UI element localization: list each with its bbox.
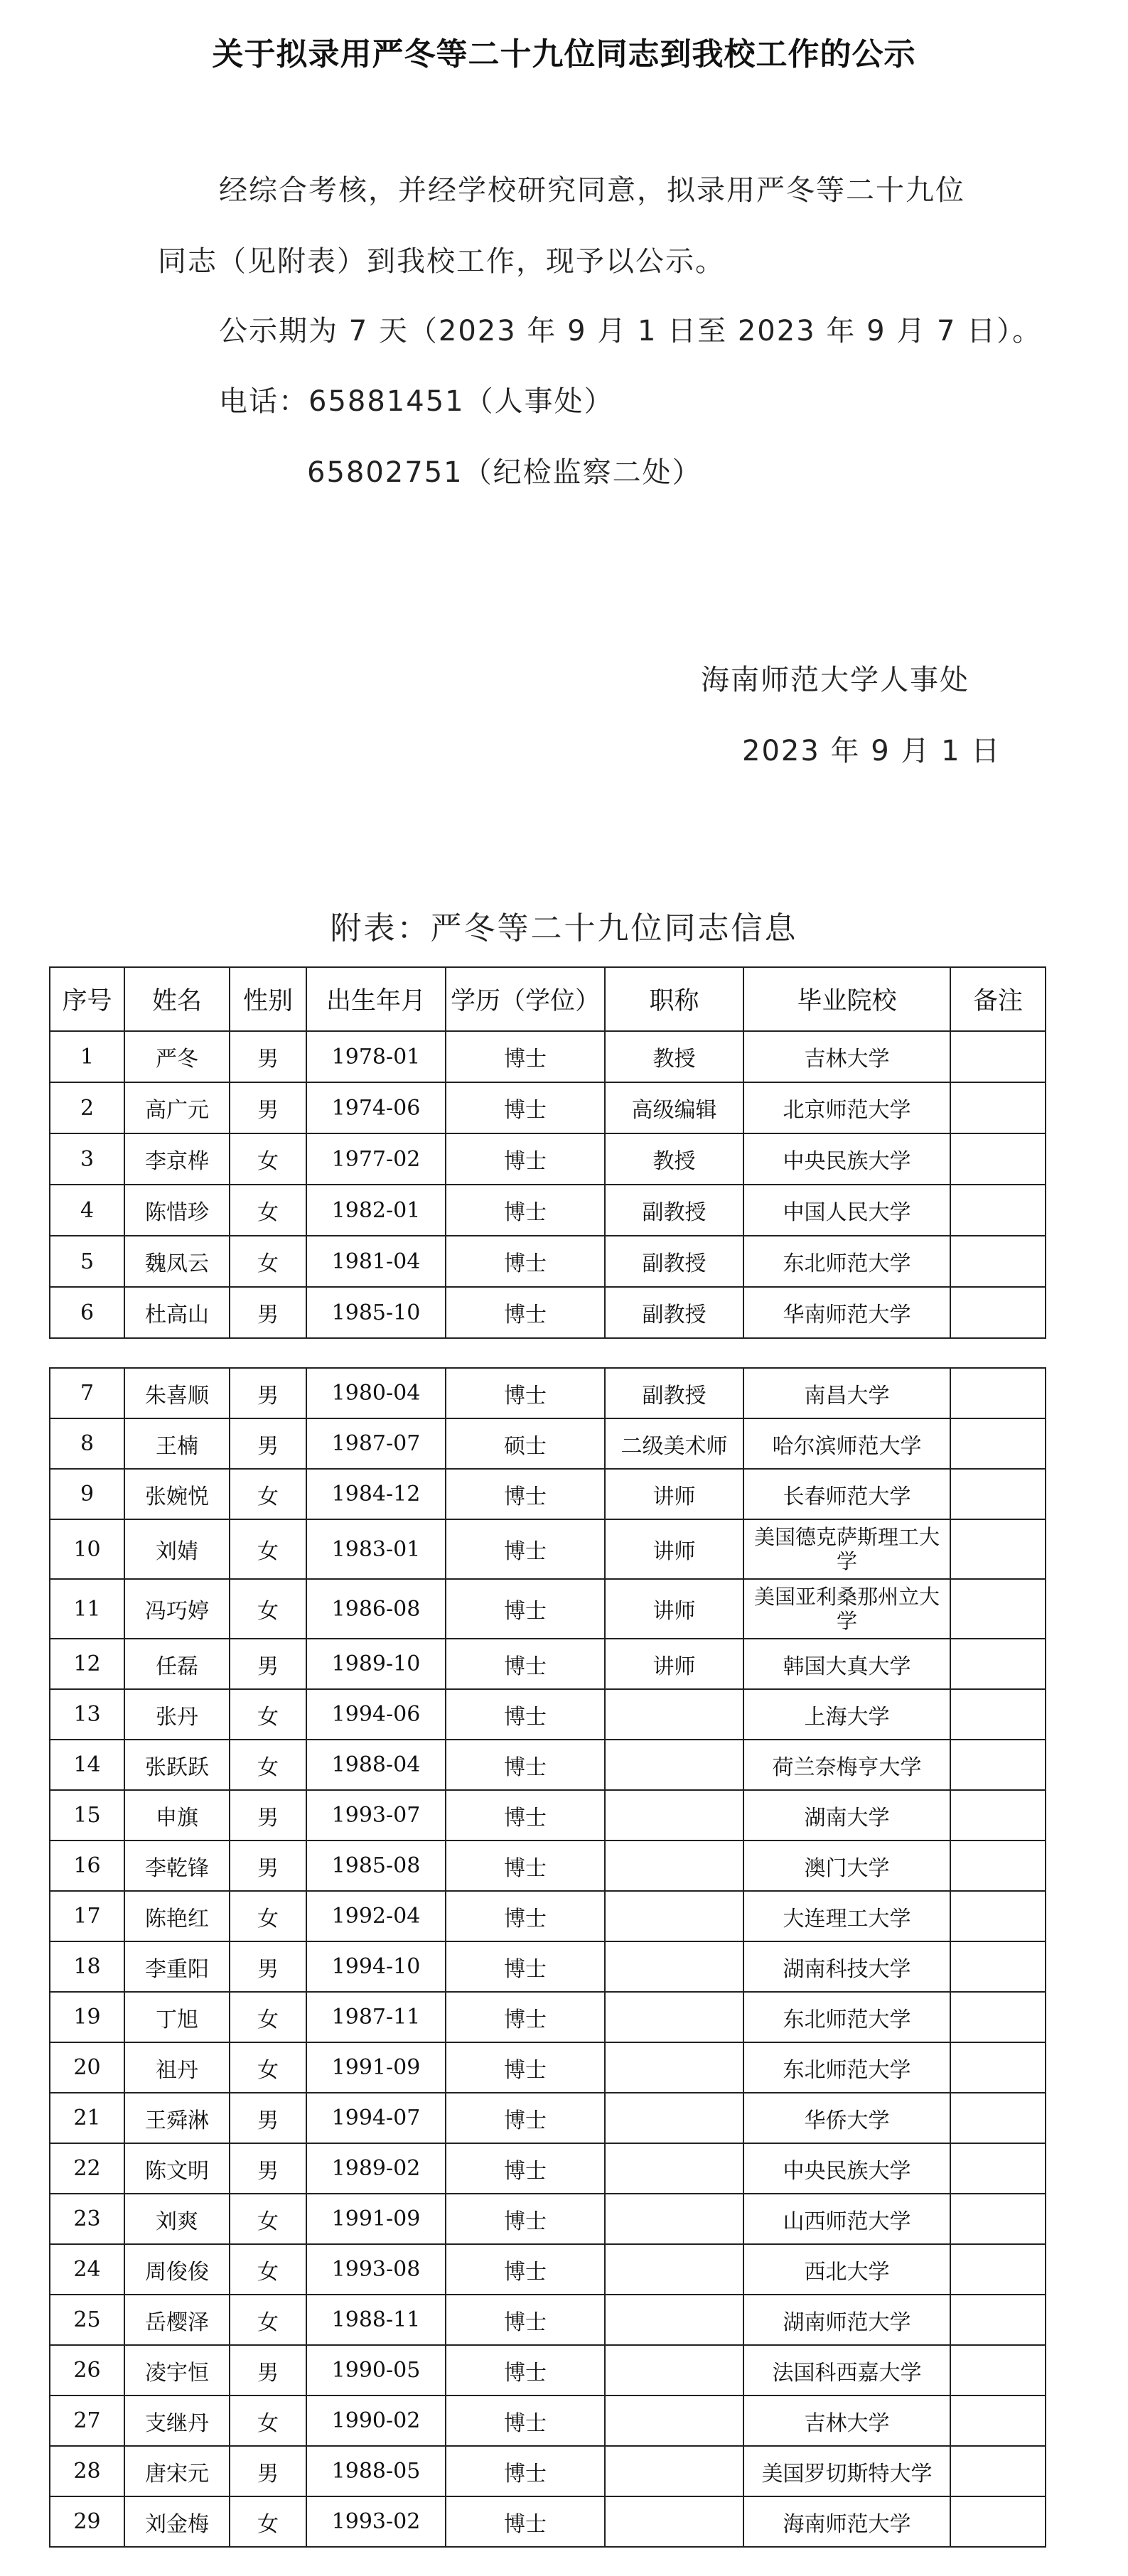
table-row — [50, 2244, 1046, 2295]
cell-birth: 1994-06 — [306, 1689, 446, 1740]
cell-index: 26 — [50, 2345, 124, 2396]
table-row — [50, 2093, 1046, 2143]
cell-degree: 博士 — [446, 2042, 605, 2093]
cell-degree: 博士 — [446, 2194, 605, 2244]
cell-index: 23 — [50, 2194, 124, 2244]
table-row — [50, 2042, 1046, 2093]
cell-remarks — [950, 1287, 1046, 1338]
cell-gender: 男 — [230, 2143, 306, 2194]
cell-remarks — [950, 1236, 1046, 1287]
cell-birth: 1990-02 — [306, 2396, 446, 2446]
cell-gender: 女 — [230, 1689, 306, 1740]
cell-gender: 女 — [230, 2295, 306, 2345]
cell-birth: 1990-05 — [306, 2345, 446, 2396]
cell-degree: 博士 — [446, 1236, 605, 1287]
cell-title — [605, 2496, 743, 2547]
cell-school: 吉林大学 — [743, 1031, 950, 1082]
cell-title — [605, 2345, 743, 2396]
cell-degree: 博士 — [446, 2396, 605, 2446]
cell-degree: 博士 — [446, 1185, 605, 1236]
cell-school: 海南师范大学 — [743, 2496, 950, 2547]
cell-remarks — [950, 1579, 1046, 1639]
cell-index: 7 — [50, 1368, 124, 1418]
col-header-name: 姓名 — [124, 967, 230, 1031]
cell-birth: 1994-07 — [306, 2093, 446, 2143]
table-row — [50, 1519, 1046, 1579]
table-row — [50, 1133, 1046, 1185]
cell-school: 东北师范大学 — [743, 1992, 950, 2042]
col-header-title: 职称 — [605, 967, 743, 1031]
cell-gender: 男 — [230, 1368, 306, 1418]
cell-school: 华侨大学 — [743, 2093, 950, 2143]
cell-title — [605, 1790, 743, 1841]
cell-degree: 博士 — [446, 1841, 605, 1891]
cell-school: 大连理工大学 — [743, 1891, 950, 1941]
table-header-row — [50, 967, 1046, 1031]
cell-index: 16 — [50, 1841, 124, 1891]
cell-index: 24 — [50, 2244, 124, 2295]
cell-title: 副教授 — [605, 1236, 743, 1287]
cell-name: 张婉悦 — [124, 1469, 230, 1519]
cell-remarks — [950, 1639, 1046, 1689]
cell-birth: 1983-01 — [306, 1519, 446, 1579]
table-row — [50, 1689, 1046, 1740]
cell-school: 美国德克萨斯理工大学 — [743, 1519, 950, 1579]
cell-degree: 博士 — [446, 2143, 605, 2194]
cell-name: 唐宋元 — [124, 2446, 230, 2496]
cell-gender: 男 — [230, 1031, 306, 1082]
cell-index: 27 — [50, 2396, 124, 2446]
phone-label: 电话： — [219, 385, 308, 418]
cell-index: 1 — [50, 1031, 124, 1082]
cell-title: 副教授 — [605, 1287, 743, 1338]
cell-gender: 女 — [230, 2496, 306, 2547]
cell-birth: 1988-04 — [306, 1740, 446, 1790]
cell-name: 周俊俊 — [124, 2244, 230, 2295]
cell-index: 15 — [50, 1790, 124, 1841]
cell-gender: 男 — [230, 2446, 306, 2496]
cell-gender: 男 — [230, 1941, 306, 1992]
cell-degree: 博士 — [446, 1133, 605, 1185]
page-title: 关于拟录用严冬等二十九位同志到我校工作的公示 — [212, 36, 916, 72]
cell-school: 湖南科技大学 — [743, 1941, 950, 1992]
table-body-part-1 — [50, 1031, 1046, 1338]
table-row — [50, 1368, 1046, 1418]
table-row — [50, 1287, 1046, 1338]
cell-gender: 女 — [230, 1740, 306, 1790]
cell-title — [605, 1992, 743, 2042]
cell-index: 5 — [50, 1236, 124, 1287]
cell-name: 支继丹 — [124, 2396, 230, 2446]
cell-title: 讲师 — [605, 1579, 743, 1639]
cell-remarks — [950, 2446, 1046, 2496]
cell-remarks — [950, 2194, 1046, 2244]
cell-name: 陈文明 — [124, 2143, 230, 2194]
signature-date: 2023 年 9 月 1 日 — [742, 735, 1001, 767]
cell-name: 祖丹 — [124, 2042, 230, 2093]
cell-name: 张跃跃 — [124, 1740, 230, 1790]
cell-name: 岳樱泽 — [124, 2295, 230, 2345]
cell-index: 8 — [50, 1418, 124, 1469]
table-row — [50, 1891, 1046, 1941]
cell-gender: 女 — [230, 1891, 306, 1941]
cell-remarks — [950, 2496, 1046, 2547]
table-row — [50, 1639, 1046, 1689]
cell-school: 长春师范大学 — [743, 1469, 950, 1519]
cell-title — [605, 2244, 743, 2295]
cell-school: 韩国大真大学 — [743, 1639, 950, 1689]
cell-index: 28 — [50, 2446, 124, 2496]
cell-birth: 1977-02 — [306, 1133, 446, 1185]
cell-remarks — [950, 2093, 1046, 2143]
staff-table-part-2 — [49, 1367, 1046, 2548]
cell-name: 杜高山 — [124, 1287, 230, 1338]
cell-name: 严冬 — [124, 1031, 230, 1082]
cell-title: 讲师 — [605, 1639, 743, 1689]
cell-name: 丁旭 — [124, 1992, 230, 2042]
cell-remarks — [950, 1133, 1046, 1185]
table-row — [50, 2295, 1046, 2345]
cell-gender: 女 — [230, 2396, 306, 2446]
cell-degree: 博士 — [446, 2446, 605, 2496]
cell-remarks — [950, 2143, 1046, 2194]
cell-school: 美国罗切斯特大学 — [743, 2446, 950, 2496]
cell-gender: 男 — [230, 1639, 306, 1689]
cell-degree: 博士 — [446, 1368, 605, 1418]
cell-index: 18 — [50, 1941, 124, 1992]
cell-birth: 1980-04 — [306, 1368, 446, 1418]
cell-title — [605, 2295, 743, 2345]
col-header-degree: 学历（学位） — [446, 967, 605, 1031]
table-row — [50, 1469, 1046, 1519]
cell-birth: 1992-04 — [306, 1891, 446, 1941]
table-row — [50, 1790, 1046, 1841]
cell-birth: 1989-02 — [306, 2143, 446, 2194]
cell-index: 12 — [50, 1639, 124, 1689]
cell-school: 吉林大学 — [743, 2396, 950, 2446]
cell-gender: 女 — [230, 1519, 306, 1579]
cell-title: 讲师 — [605, 1469, 743, 1519]
cell-name: 李重阳 — [124, 1941, 230, 1992]
cell-remarks — [950, 1740, 1046, 1790]
table-row — [50, 2446, 1046, 2496]
cell-title: 教授 — [605, 1031, 743, 1082]
cell-name: 高广元 — [124, 1082, 230, 1133]
cell-remarks — [950, 2244, 1046, 2295]
cell-name: 冯巧婷 — [124, 1579, 230, 1639]
cell-remarks — [950, 1941, 1046, 1992]
table-row — [50, 1185, 1046, 1236]
cell-degree: 博士 — [446, 1992, 605, 2042]
table-row — [50, 2396, 1046, 2446]
cell-title — [605, 1891, 743, 1941]
cell-gender: 女 — [230, 2042, 306, 2093]
table-row — [50, 1579, 1046, 1639]
cell-name: 刘婧 — [124, 1519, 230, 1579]
cell-index: 17 — [50, 1891, 124, 1941]
cell-remarks — [950, 1689, 1046, 1740]
cell-school: 美国亚利桑那州立大学 — [743, 1579, 950, 1639]
cell-index: 13 — [50, 1689, 124, 1740]
cell-title — [605, 2396, 743, 2446]
cell-title — [605, 1740, 743, 1790]
cell-index: 20 — [50, 2042, 124, 2093]
cell-gender: 女 — [230, 2194, 306, 2244]
cell-title: 二级美术师 — [605, 1418, 743, 1469]
cell-birth: 1982-01 — [306, 1185, 446, 1236]
cell-index: 29 — [50, 2496, 124, 2547]
cell-index: 11 — [50, 1579, 124, 1639]
cell-degree: 博士 — [446, 2496, 605, 2547]
cell-title — [605, 1689, 743, 1740]
table-row — [50, 1418, 1046, 1469]
cell-school: 中央民族大学 — [743, 1133, 950, 1185]
cell-birth: 1974-06 — [306, 1082, 446, 1133]
cell-gender: 男 — [230, 1082, 306, 1133]
body-line-3: 公示期为 7 天（2023 年 9 月 1 日至 2023 年 9 月 7 日）。 — [219, 315, 1043, 347]
cell-title — [605, 2194, 743, 2244]
cell-name: 魏凤云 — [124, 1236, 230, 1287]
cell-index: 3 — [50, 1133, 124, 1185]
cell-remarks — [950, 1891, 1046, 1941]
cell-school: 中央民族大学 — [743, 2143, 950, 2194]
cell-school: 上海大学 — [743, 1689, 950, 1740]
cell-degree: 博士 — [446, 2295, 605, 2345]
cell-birth: 1987-11 — [306, 1992, 446, 2042]
cell-gender: 男 — [230, 1287, 306, 1338]
cell-title: 讲师 — [605, 1519, 743, 1579]
cell-degree: 博士 — [446, 2345, 605, 2396]
cell-remarks — [950, 2295, 1046, 2345]
cell-degree: 博士 — [446, 1740, 605, 1790]
col-header-school: 毕业院校 — [743, 967, 950, 1031]
cell-gender: 女 — [230, 1133, 306, 1185]
cell-degree: 博士 — [446, 1082, 605, 1133]
table-row — [50, 2496, 1046, 2547]
col-header-gender: 性别 — [230, 967, 306, 1031]
table-row — [50, 1740, 1046, 1790]
cell-school: 山西师范大学 — [743, 2194, 950, 2244]
table-caption: 附表：严冬等二十九位同志信息 — [330, 910, 798, 947]
cell-school: 华南师范大学 — [743, 1287, 950, 1338]
cell-index: 14 — [50, 1740, 124, 1790]
cell-gender: 女 — [230, 2244, 306, 2295]
cell-school: 湖南大学 — [743, 1790, 950, 1841]
cell-degree: 硕士 — [446, 1418, 605, 1469]
cell-gender: 男 — [230, 1418, 306, 1469]
cell-name: 王舜淋 — [124, 2093, 230, 2143]
table-row — [50, 2345, 1046, 2396]
col-header-birth: 出生年月 — [306, 967, 446, 1031]
cell-birth: 1985-08 — [306, 1841, 446, 1891]
table-row — [50, 2143, 1046, 2194]
cell-gender: 女 — [230, 1579, 306, 1639]
cell-remarks — [950, 2396, 1046, 2446]
cell-remarks — [950, 2042, 1046, 2093]
cell-name: 张丹 — [124, 1689, 230, 1740]
table-row — [50, 1236, 1046, 1287]
cell-name: 王楠 — [124, 1418, 230, 1469]
cell-index: 4 — [50, 1185, 124, 1236]
cell-title: 副教授 — [605, 1185, 743, 1236]
cell-index: 22 — [50, 2143, 124, 2194]
cell-degree: 博士 — [446, 1689, 605, 1740]
cell-birth: 1991-09 — [306, 2042, 446, 2093]
cell-birth: 1981-04 — [306, 1236, 446, 1287]
cell-name: 朱喜顺 — [124, 1368, 230, 1418]
cell-school: 北京师范大学 — [743, 1082, 950, 1133]
cell-gender: 女 — [230, 1185, 306, 1236]
cell-gender: 男 — [230, 1790, 306, 1841]
cell-name: 陈惜珍 — [124, 1185, 230, 1236]
cell-degree: 博士 — [446, 1941, 605, 1992]
cell-school: 澳门大学 — [743, 1841, 950, 1891]
body-line-1: 经综合考核，并经学校研究同意，拟录用严冬等二十九位 — [219, 174, 965, 207]
cell-degree: 博士 — [446, 1469, 605, 1519]
cell-school: 西北大学 — [743, 2244, 950, 2295]
cell-school: 中国人民大学 — [743, 1185, 950, 1236]
cell-index: 10 — [50, 1519, 124, 1579]
cell-index: 6 — [50, 1287, 124, 1338]
cell-remarks — [950, 1519, 1046, 1579]
phone-number-hr: 65881451（人事处） — [308, 385, 614, 418]
cell-school: 湖南师范大学 — [743, 2295, 950, 2345]
cell-title — [605, 1941, 743, 1992]
cell-remarks — [950, 1841, 1046, 1891]
cell-title: 高级编辑 — [605, 1082, 743, 1133]
cell-index: 25 — [50, 2295, 124, 2345]
cell-title: 教授 — [605, 1133, 743, 1185]
cell-degree: 博士 — [446, 1891, 605, 1941]
cell-school: 东北师范大学 — [743, 1236, 950, 1287]
cell-title — [605, 2446, 743, 2496]
cell-gender: 男 — [230, 1841, 306, 1891]
col-header-index: 序号 — [50, 967, 124, 1031]
cell-title — [605, 2042, 743, 2093]
cell-remarks — [950, 1031, 1046, 1082]
cell-gender: 女 — [230, 1236, 306, 1287]
cell-remarks — [950, 2345, 1046, 2396]
staff-table-part-1 — [49, 966, 1046, 1339]
table-row — [50, 1941, 1046, 1992]
cell-remarks — [950, 1418, 1046, 1469]
cell-title — [605, 2143, 743, 2194]
cell-degree: 博士 — [446, 1031, 605, 1082]
cell-index: 19 — [50, 1992, 124, 2042]
cell-degree: 博士 — [446, 1287, 605, 1338]
phone-number-discipline: 65802751（纪检监察二处） — [307, 456, 702, 489]
table-row — [50, 2194, 1046, 2244]
cell-name: 刘爽 — [124, 2194, 230, 2244]
cell-birth: 1993-07 — [306, 1790, 446, 1841]
body-line-2: 同志（见附表）到我校工作，现予以公示。 — [158, 245, 725, 278]
cell-name: 任磊 — [124, 1639, 230, 1689]
cell-degree: 博士 — [446, 1579, 605, 1639]
cell-name: 李京桦 — [124, 1133, 230, 1185]
cell-birth: 1994-10 — [306, 1941, 446, 1992]
cell-gender: 女 — [230, 1992, 306, 2042]
cell-birth: 1988-05 — [306, 2446, 446, 2496]
cell-degree: 博士 — [446, 1519, 605, 1579]
table-row — [50, 1841, 1046, 1891]
cell-degree: 博士 — [446, 2093, 605, 2143]
cell-birth: 1985-10 — [306, 1287, 446, 1338]
cell-remarks — [950, 1082, 1046, 1133]
cell-birth: 1984-12 — [306, 1469, 446, 1519]
cell-index: 21 — [50, 2093, 124, 2143]
cell-birth: 1993-02 — [306, 2496, 446, 2547]
cell-birth: 1986-08 — [306, 1579, 446, 1639]
cell-index: 2 — [50, 1082, 124, 1133]
cell-remarks — [950, 1469, 1046, 1519]
cell-gender: 女 — [230, 1469, 306, 1519]
phone-line-1 — [219, 379, 614, 419]
cell-birth: 1989-10 — [306, 1639, 446, 1689]
cell-school: 南昌大学 — [743, 1368, 950, 1418]
cell-birth: 1987-07 — [306, 1418, 446, 1469]
signature-org: 海南师范大学人事处 — [701, 664, 969, 696]
cell-degree: 博士 — [446, 1790, 605, 1841]
cell-school: 法国科西嘉大学 — [743, 2345, 950, 2396]
col-header-remarks: 备注 — [950, 967, 1046, 1031]
cell-gender: 男 — [230, 2345, 306, 2396]
cell-title: 副教授 — [605, 1368, 743, 1418]
cell-remarks — [950, 1790, 1046, 1841]
cell-index: 9 — [50, 1469, 124, 1519]
cell-remarks — [950, 1185, 1046, 1236]
table-row — [50, 1031, 1046, 1082]
cell-birth: 1978-01 — [306, 1031, 446, 1082]
cell-school: 哈尔滨师范大学 — [743, 1418, 950, 1469]
cell-birth: 1988-11 — [306, 2295, 446, 2345]
cell-school: 荷兰奈梅亨大学 — [743, 1740, 950, 1790]
cell-title — [605, 1841, 743, 1891]
cell-name: 申旗 — [124, 1790, 230, 1841]
table-row — [50, 1992, 1046, 2042]
cell-name: 刘金梅 — [124, 2496, 230, 2547]
table-body-part-2 — [50, 1368, 1046, 2547]
cell-name: 李乾锋 — [124, 1841, 230, 1891]
cell-remarks — [950, 1368, 1046, 1418]
cell-gender: 男 — [230, 2093, 306, 2143]
cell-school: 东北师范大学 — [743, 2042, 950, 2093]
cell-degree: 博士 — [446, 2244, 605, 2295]
cell-name: 陈艳红 — [124, 1891, 230, 1941]
cell-title — [605, 2093, 743, 2143]
cell-remarks — [950, 1992, 1046, 2042]
cell-degree: 博士 — [446, 1639, 605, 1689]
table-row — [50, 1082, 1046, 1133]
cell-birth: 1991-09 — [306, 2194, 446, 2244]
cell-name: 凌宇恒 — [124, 2345, 230, 2396]
cell-birth: 1993-08 — [306, 2244, 446, 2295]
